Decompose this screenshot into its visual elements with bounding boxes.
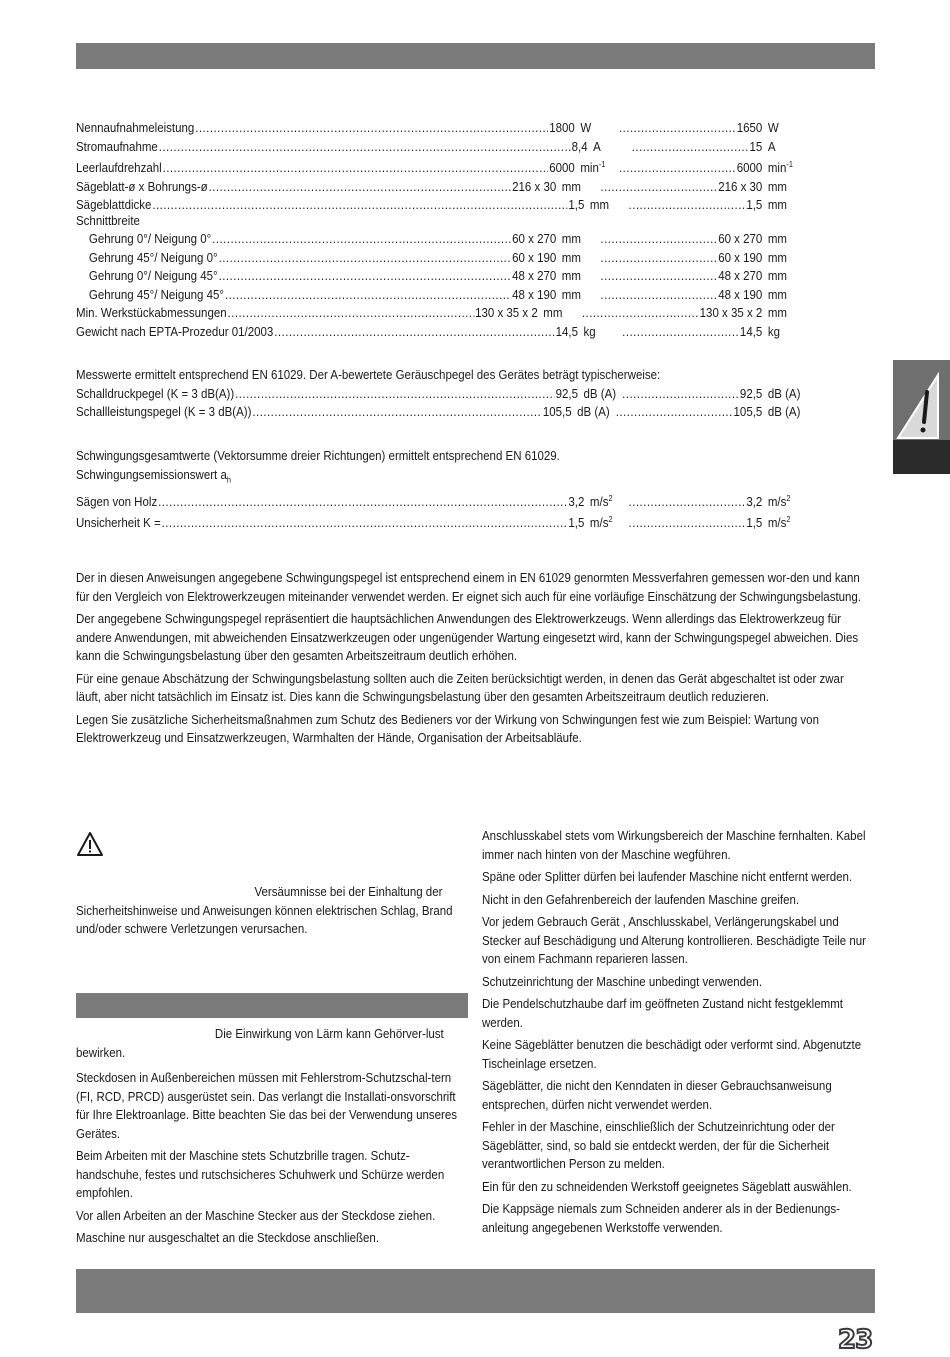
dot-leader bbox=[600, 230, 718, 249]
spec-table-2 bbox=[76, 304, 803, 341]
paragraph: Legen Sie zusätzliche Sicherheitsmaßnahmen zum Schutz des Bedieners vor der Wirkung von Schwingungen fest wie zum Beispiel: Wartung von Elektrowerkzeug und Einsatzwerkzeugen, Warmhalten der Hände, Organisation der Arbeitsabläufe. bbox=[76, 712, 819, 745]
exclamation-icon bbox=[893, 370, 943, 440]
list-item: Späne oder Splitter dürfen bei laufender Maschine nicht entfernt werden. bbox=[482, 870, 853, 884]
list-item: Vor allen Arbeiten an der Maschine Stecker aus der Steckdose ziehen. bbox=[76, 1208, 436, 1223]
header-bar bbox=[76, 43, 875, 69]
spec-label: Leerlaufdrehzahl bbox=[76, 161, 162, 176]
list-item: Sägeblätter, die nicht den Kenndaten in dieser Gebrauchsanweisung entsprechen, dürfen nicht verwendet werden. bbox=[482, 1079, 832, 1112]
unit-sup: 2 bbox=[786, 515, 791, 525]
paragraph: Für eine genaue Abschätzung der Schwingungsbelastung sollten auch die Zeiten berücksichtigt werden, in denen das Gerät abgeschaltet ist oder zwar läuft, aber nicht tatsächlich im Einsatz ist. Dies kann die Schwingungsbelastung über den gesamten Arbeitszeitraum deutlich reduzieren. bbox=[76, 671, 844, 704]
spec-row bbox=[76, 249, 803, 268]
spec-unit: $\min^{-1}$ bbox=[580, 160, 606, 176]
dot-leader bbox=[619, 159, 737, 178]
spec-table bbox=[76, 119, 803, 215]
dot-leader bbox=[163, 159, 549, 178]
dot-leader bbox=[158, 493, 567, 512]
spec-unit: dB (A) bbox=[577, 405, 610, 419]
dot-leader bbox=[219, 249, 512, 268]
list-item: Anschlusskabel stets vom Wirkungsbereich der Maschine fernhalten. Kabel immer nach hinten von der Maschine wegführen. bbox=[482, 829, 866, 862]
spec-unit: mm bbox=[561, 232, 581, 246]
spec-unit: mm bbox=[589, 198, 610, 213]
spec-row bbox=[76, 385, 803, 404]
dot-leader bbox=[274, 323, 554, 342]
spec-label: Gehrung 45°/ Neigung 45° bbox=[88, 287, 225, 302]
cut-table bbox=[76, 230, 803, 304]
dot-leader bbox=[162, 514, 568, 533]
list-item: Beim Arbeiten mit der Maschine stets Schutzbrille tragen. Schutz-handschuhe, festes und rutschsicheres Schuhwerk und Schürze werden empfohlen. bbox=[76, 1149, 445, 1200]
spec-value: 105,5 bbox=[542, 405, 572, 419]
spec-unit: kg bbox=[583, 324, 596, 339]
spec-unit: mm bbox=[561, 287, 581, 302]
spec-label: Gehrung 0°/ Neigung 0° bbox=[88, 232, 212, 246]
dot-leader bbox=[600, 178, 718, 197]
side-tab-base bbox=[893, 440, 950, 474]
spec-value: 60 x 190 bbox=[512, 250, 557, 265]
spec-value-2: 6000 bbox=[736, 161, 763, 176]
spec-label: Gewicht nach EPTA-Prozedur 01/2003 bbox=[76, 324, 274, 339]
spec-value-2: 130 x 35 x 2 bbox=[699, 306, 763, 320]
spec-unit-2: A bbox=[767, 139, 776, 154]
spec-row bbox=[76, 156, 803, 178]
spec-unit: mm bbox=[561, 250, 581, 265]
spec-label: Stromaufnahme bbox=[76, 139, 158, 154]
spec-unit: mm bbox=[561, 179, 581, 194]
spec-value: 8,4 bbox=[571, 139, 588, 154]
spec-unit-2: W bbox=[767, 121, 779, 135]
right-column-items bbox=[482, 827, 874, 1241]
spec-row bbox=[76, 286, 803, 305]
vibration-block bbox=[76, 447, 803, 533]
spec-unit-2: mm bbox=[767, 179, 788, 194]
dot-leader bbox=[600, 267, 718, 286]
spec-value-2: 1650 bbox=[736, 121, 763, 135]
spec-label: Gehrung 0°/ Neigung 45° bbox=[88, 269, 218, 283]
spec-unit: $m/s^2$ bbox=[589, 515, 613, 531]
spec-value-2: 1,5 bbox=[746, 516, 763, 531]
spec-value-2: 3,2 bbox=[746, 494, 763, 509]
dot-leader bbox=[619, 119, 737, 138]
spec-unit-2: mm bbox=[767, 269, 788, 283]
list-item: Fehler in der Maschine, einschließlich der Schutzeinrichtung oder der Sägeblätter, sind, so bald sie entdeckt werden, der für die Sicherheit verantwortlichen Person zu melden. bbox=[482, 1120, 835, 1171]
schnittbreite-heading bbox=[76, 212, 803, 231]
vibration-intro: Schwingungsgesamtwerte (Vektorsumme dreier Richtungen) ermittelt entsprechend EN 61029. bbox=[76, 449, 560, 463]
spec-label: Sägeblatt-ø x Bohrungs-ø bbox=[76, 179, 208, 194]
spec-label: Min. Werkstückabmessungen bbox=[76, 306, 227, 320]
unit-sup: 2 bbox=[608, 493, 613, 503]
spec-unit-2: mm bbox=[767, 198, 788, 213]
unit-sup: -1 bbox=[598, 160, 606, 169]
unit-sup: -1 bbox=[786, 160, 793, 169]
list-item: Die Pendelschutzhaube darf im geöffneten Zustand nicht festgeklemmt werden. bbox=[482, 997, 843, 1030]
spec-value-2: 48 x 190 bbox=[718, 287, 763, 302]
spec-value: 1800 bbox=[549, 121, 575, 135]
vibration-label-text: Schwingungsemissionswert a bbox=[76, 467, 227, 482]
spec-row bbox=[76, 119, 803, 138]
dot-leader bbox=[582, 304, 700, 323]
list-item: Nicht in den Gefahrenbereich der laufenden Maschine greifen. bbox=[482, 892, 800, 907]
spec-value: 6000 bbox=[549, 161, 575, 176]
paragraph: Der in diesen Anweisungen angegebene Schwingungspegel ist entsprechend einem in EN 61029 genormten Messverfahren gemessen wor-den und kann für den Vergleich von Elektrowerkzeugen miteinander verwendet werden. Er eignet sich auch für eine vorläufige Einschätzung der Schwingungsbelastung. bbox=[76, 571, 862, 604]
spec-unit: mm bbox=[543, 306, 563, 320]
spec-label: Unsicherheit K = bbox=[76, 516, 161, 531]
spec-label: Sägeblattdicke bbox=[76, 198, 152, 213]
spec-value: 216 x 30 bbox=[512, 179, 557, 194]
paragraph: Der angegebene Schwingungspegel repräsentiert die hauptsächlichen Anwendungen des Elektrowerkzeugs. Wenn allerdings das Elektrowerkzeug für andere Anwendungen, mit abweichenden Einsatzwerkzeugen oder ungenügender Wartung eingesetzt wird, kann der Schwingungspegel abweichen. Dies kann die Schwingungsbelastung über den gesamten Arbeitszeitraum deutlich erhöhen. bbox=[76, 612, 859, 663]
dot-leader bbox=[616, 403, 734, 422]
spec-unit-2: mm bbox=[767, 250, 788, 265]
spec-unit-2: $m/s^2$ bbox=[767, 515, 791, 531]
spec-unit: dB (A) bbox=[583, 386, 617, 401]
vibration-label bbox=[76, 466, 803, 490]
spec-unit-2: mm bbox=[767, 306, 788, 320]
vibration-label-sub: h bbox=[226, 475, 231, 484]
section-bar bbox=[76, 993, 468, 1018]
noise-intro: Messwerte ermittelt entsprechend EN 61029. Der A-bewertete Geräuschpegel des Gerätes beträgt typischerweise: bbox=[76, 368, 661, 382]
spec-value-2: 105,5 bbox=[733, 405, 763, 419]
dot-leader bbox=[159, 138, 571, 157]
spec-row bbox=[76, 138, 803, 157]
spec-value-2: 14,5 bbox=[739, 324, 763, 339]
dot-leader bbox=[219, 267, 512, 286]
spec-value: 48 x 270 bbox=[512, 269, 557, 283]
spec-value-2: 60 x 270 bbox=[718, 232, 763, 246]
spec-unit: W bbox=[580, 121, 592, 135]
unit-sup: 2 bbox=[608, 515, 613, 525]
left-column-items bbox=[76, 1069, 468, 1252]
list-item: Keine Sägeblätter benutzen die beschädigt oder verformt sind. Abgenutzte Tischeinlage ersetzen. bbox=[482, 1038, 862, 1071]
warning-text: Versäumnisse bei der Einhaltung der Sicherheitshinweise und Anweisungen können elektrischen Schlag, Brand und/oder schwere Verletzungen verursachen. bbox=[76, 885, 453, 936]
noise-warning-text: Die Einwirkung von Lärm kann Gehörver-lust bewirken. bbox=[76, 1027, 444, 1060]
spec-row bbox=[76, 323, 803, 342]
spec-value: 1,5 bbox=[568, 198, 585, 213]
spec-value-2: 48 x 270 bbox=[718, 269, 763, 283]
dot-leader bbox=[629, 514, 747, 533]
spec-row bbox=[76, 511, 803, 533]
list-item: Steckdosen in Außenbereichen müssen mit Fehlerstrom-Schutzschal-tern (FI, RCD, PRCD) ausgerüstet sein. Das verlangt die Installati-onsvorschrift für Ihre Elektroanlage. Bitte beachten Sie das bei der Verwendung unseres Gerätes. bbox=[76, 1071, 458, 1141]
list-item: Schutzeinrichtung der Maschine unbedingt verwenden. bbox=[482, 974, 763, 989]
spec-value-2: 92,5 bbox=[739, 386, 763, 401]
list-item: Maschine nur ausgeschaltet an die Steckdose anschließen. bbox=[76, 1231, 380, 1245]
noise-block bbox=[76, 366, 803, 422]
spec-row bbox=[76, 490, 803, 512]
schnittbreite-label: Schnittbreite bbox=[76, 214, 140, 228]
spec-value: 14,5 bbox=[555, 324, 579, 339]
dot-leader bbox=[629, 493, 747, 512]
dot-leader bbox=[622, 385, 740, 404]
spec-unit: mm bbox=[561, 269, 581, 283]
spec-unit-2: mm bbox=[767, 287, 788, 302]
spec-unit-2: $\min^{-1}$ bbox=[767, 160, 793, 176]
spec-value: 60 x 270 bbox=[512, 232, 557, 246]
spec-label: Schallleistungspegel (K = 3 dB(A)) bbox=[76, 405, 252, 419]
spec-unit-2: $m/s^2$ bbox=[767, 493, 791, 509]
spec-unit: A bbox=[593, 139, 601, 154]
spec-value: 130 x 35 x 2 bbox=[475, 306, 538, 320]
dot-leader bbox=[632, 138, 750, 157]
spec-unit-2: dB (A) bbox=[767, 405, 801, 419]
footer-bar bbox=[76, 1269, 875, 1313]
spec-label: Nennaufnahmeleistung bbox=[76, 121, 195, 135]
vibration-notes bbox=[76, 569, 867, 752]
dot-leader bbox=[212, 230, 511, 249]
spec-value: 1,5 bbox=[568, 516, 585, 531]
spec-value-2: 15 bbox=[749, 139, 763, 154]
dot-leader bbox=[600, 249, 718, 268]
dot-leader bbox=[228, 304, 475, 323]
spec-value: 3,2 bbox=[568, 494, 585, 509]
dot-leader bbox=[209, 178, 512, 197]
page-number: 23 bbox=[838, 1325, 873, 1355]
list-item: Ein für den zu schneidenden Werkstoff geeignetes Sägeblatt auswählen. bbox=[482, 1179, 852, 1194]
spec-unit: $m/s^2$ bbox=[589, 493, 613, 509]
warning-triangle-icon bbox=[76, 831, 104, 857]
spec-unit-2: mm bbox=[767, 232, 788, 246]
spec-row bbox=[76, 304, 803, 323]
dot-leader bbox=[235, 385, 555, 404]
spec-label: Schalldruckpegel (K = 3 dB(A)) bbox=[76, 386, 235, 401]
dot-leader bbox=[252, 403, 542, 422]
spec-value: 48 x 190 bbox=[512, 287, 557, 302]
noise-table bbox=[76, 385, 803, 422]
spec-row bbox=[76, 267, 803, 286]
vibration-table bbox=[76, 490, 803, 533]
spec-value-2: 60 x 190 bbox=[718, 250, 763, 265]
spec-value-2: 1,5 bbox=[746, 198, 763, 213]
dot-leader bbox=[600, 286, 718, 305]
spec-unit-2: kg bbox=[767, 324, 780, 339]
list-item: Vor jedem Gebrauch Gerät , Anschlusskabel, Verlängerungskabel und Stecker auf Beschädigung und Alterung kontrollieren. Beschädigte Teile nur von einem Fachmann reparieren lassen. bbox=[482, 915, 867, 966]
dot-leader bbox=[225, 286, 511, 305]
spec-label: Sägen von Holz bbox=[76, 494, 158, 509]
spec-unit-2: dB (A) bbox=[767, 386, 801, 401]
dot-leader bbox=[622, 323, 740, 342]
dot-leader bbox=[195, 119, 548, 138]
spec-label: Gehrung 45°/ Neigung 0° bbox=[88, 250, 218, 265]
spec-value-2: 216 x 30 bbox=[718, 179, 763, 194]
spec-row bbox=[76, 230, 803, 249]
spec-row bbox=[76, 178, 803, 197]
list-item: Die Kappsäge niemals zum Schneiden anderer als in der Bedienungs-anleitung angegebenen Werkstoffe verwenden. bbox=[482, 1202, 840, 1235]
noise-warning bbox=[76, 1025, 468, 1062]
unit-sup: 2 bbox=[786, 493, 791, 503]
spec-value: 92,5 bbox=[555, 386, 579, 401]
spec-row bbox=[76, 403, 803, 422]
